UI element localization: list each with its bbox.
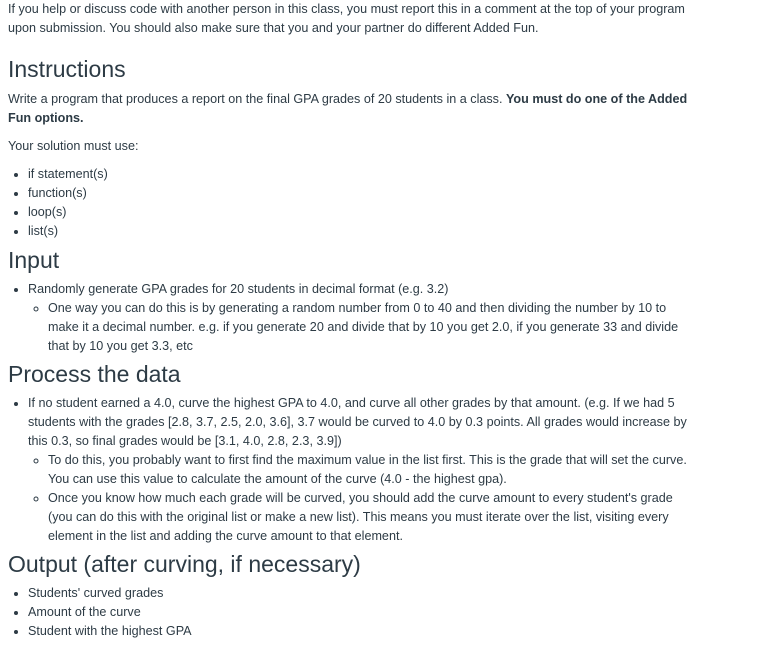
input-list	[8, 280, 692, 356]
instructions-heading: Instructions	[8, 56, 126, 82]
process-sublist	[28, 451, 692, 546]
input-item-text: Randomly generate GPA grades for 20 students in decimal format (e.g. 3.2)	[28, 282, 449, 296]
requirements-list	[8, 165, 692, 241]
process-subitem: ◦ To do this, you probably want to first find the maximum value in the list first. This is the grade that will set the curve. You can use this value to calculate the amount of the curve (4.0 - the highest gpa).	[48, 451, 692, 489]
instructions-description-bold: You must do one of the Added Fun options.	[8, 92, 688, 125]
input-item	[28, 280, 692, 356]
process-list	[8, 394, 692, 546]
requirement-item: • list(s)	[28, 222, 692, 241]
instructions-description	[8, 90, 692, 128]
input-subitem: ◦ One way you can do this is by generating a random number from 0 to 40 and then dividing the number by 10 to make it a decimal number. e.g. if you generate 20 and divide that by 10 you get 2.0, if you generate 33 and divide that by 10 you get 3.3, etc	[48, 299, 692, 356]
solution-lead-text: Your solution must use:	[8, 139, 139, 153]
output-item: • Students' curved grades	[28, 584, 692, 603]
output-heading: Output (after curving, if necessary)	[8, 551, 361, 577]
intro-paragraph: If you help or discuss code with another person in this class, you must report this in a comment at the top of your program upon submission. You should also make sure that you and your partner do different Added Fun.	[8, 2, 685, 35]
input-sublist	[28, 299, 692, 356]
process-item-text: If no student earned a 4.0, curve the highest GPA to 4.0, and curve all other grades by that amount. (e.g. If we had 5 students with the grades [2.8, 3.7, 2.5, 2.0, 3.6], 3.7 would be curved to 4.0 by 0.3 points. All grades would increase by this 0.3, so final grades would be [3.1, 4.0, 2.8, 2.3, 3.9])	[28, 396, 687, 448]
requirement-item: • loop(s)	[28, 203, 692, 222]
process-heading: Process the data	[8, 361, 181, 387]
requirement-item: • function(s)	[28, 184, 692, 203]
requirement-item: • if statement(s)	[28, 165, 692, 184]
instructions-description-text: Write a program that produces a report on the final GPA grades of 20 students in a class.	[8, 92, 506, 106]
process-subitem: ◦ Once you know how much each grade will be curved, you should add the curve amount to every student's grade (you can do this with the original list or make a new list). This means you must iterate over the list, visiting every element in the list and adding the curve amount to that element.	[48, 489, 692, 546]
output-item: • Amount of the curve	[28, 603, 692, 622]
output-list	[8, 584, 692, 641]
input-heading: Input	[8, 247, 60, 273]
process-item	[28, 394, 692, 546]
output-item: • Student with the highest GPA	[28, 622, 692, 641]
